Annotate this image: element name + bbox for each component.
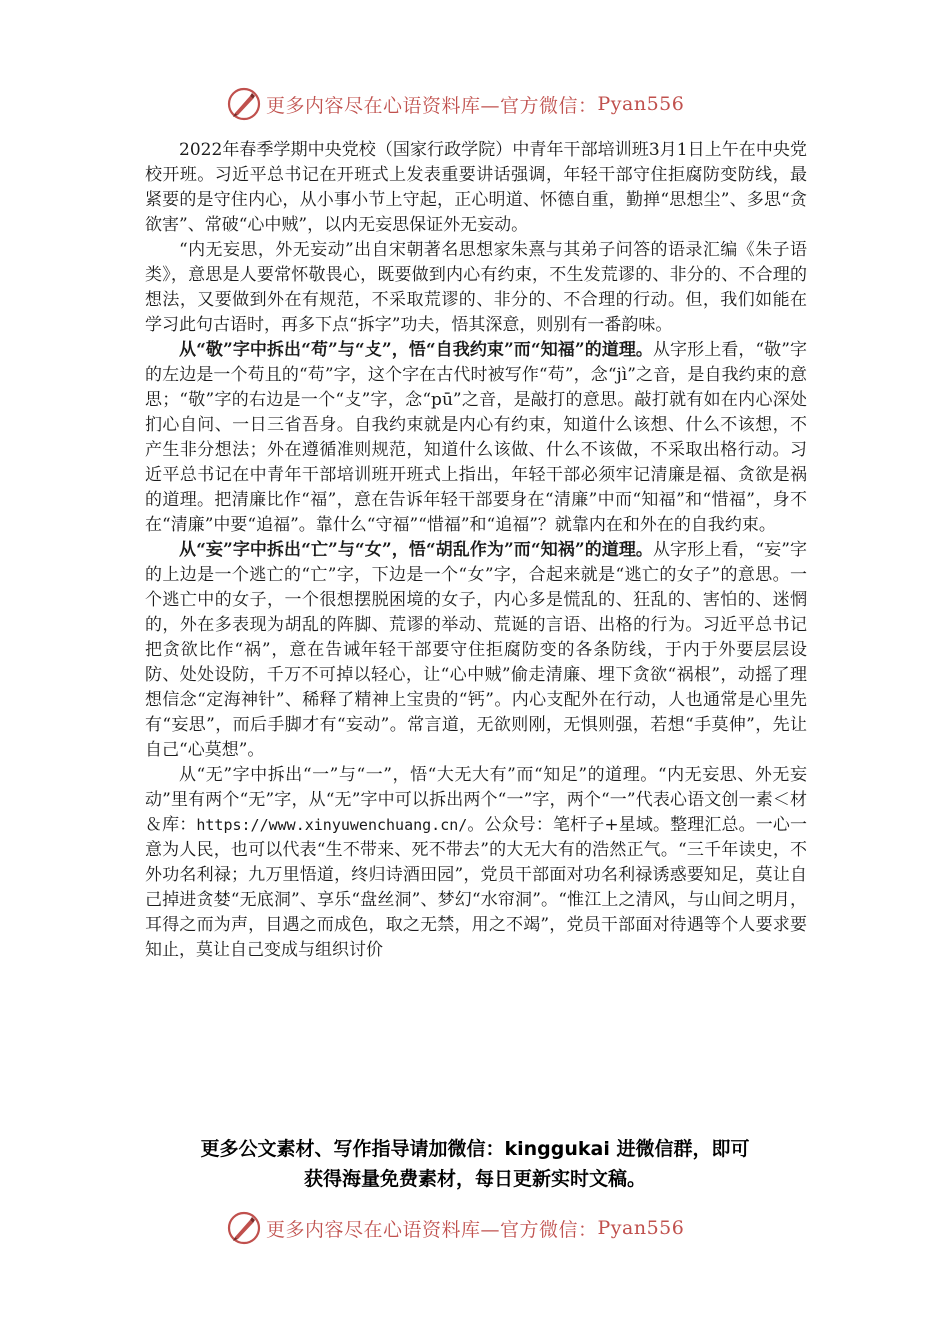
paragraph-text: “内无妄思，外无妄动”出自宋朝著名思想家朱熹与其弟子问答的语录汇编《朱子语类》，意思是人要常怀敬畏心，既要做到内心有约束，不生发荒谬的、非分的、不合理的想法，又要做到外在有规范，不采取荒谬的、非分的、不合理的行动。但，我们如能在学习此句古语时，再多下点“拆字”功夫，悟其深意，则别有一番韵味。 (145, 240, 807, 335)
paragraph-text: 从“无”字中拆出“一”与“一”，悟“大无大有”而“知足”的道理。“内无妄思、外无妄动”里有两个“无”字，从“无”字中可以拆出两个“一”字，两个“一”代表心语文创一素＜材＆库： (145, 765, 807, 835)
wechat-id: Pyan556 (597, 93, 685, 115)
pen-logo-icon (226, 86, 262, 122)
promo-line-1: 更多公文素材、写作指导请加微信：kinggukai 进微信群，即可 (200, 1138, 750, 1160)
paragraph-wu (145, 763, 807, 963)
paragraph-jing (145, 338, 807, 538)
website-url: https://www.xinyuwenchuang.cn/ (196, 816, 468, 834)
section-heading-wang: 从“妄”字中拆出“亡”与“女”，悟“胡乱作为”而“知祸”的道理。 (179, 540, 653, 560)
pen-logo-icon (226, 1210, 262, 1246)
wechat-id: Pyan556 (597, 1217, 685, 1239)
footer-banner (0, 1208, 950, 1248)
promo-block (100, 1134, 850, 1194)
paragraph-origin (145, 238, 807, 338)
banner-text: 更多内容尽在心语资料库—官方微信： (266, 94, 598, 117)
article-body (145, 138, 807, 963)
paragraph-text: 从字形上看，“敬”字的左边是一个苟且的“苟”字，这个字在古代时被写作“苟”，念“jì”之音，是自我约束的意思；“敬”字的右边是一个“攴”字，念“pū”之音，是敲打的意思。敲打就有如在内心深处扪心自问、一日三省吾身。自我约束就是内心有约束，知道什么该想、什么不该想，不产生非分想法；外在遵循准则规范，知道什么该做、什么不该做，不采取出格行动。习近平总书记在中青年干部培训班开班式上指出，年轻干部必须牢记清廉是福、贪欲是祸的道理。把清廉比作“福”，意在告诉年轻干部要身在“清廉”中而“知福”和“惜福”，身不在“清廉”中要“追福”。靠什么“守福”“惜福”和“追福”？就靠内在和外在的自我约束。 (145, 340, 807, 535)
banner-text: 更多内容尽在心语资料库—官方微信： (266, 1218, 598, 1241)
paragraph-intro (145, 138, 807, 238)
promo-line-2: 获得海量免费素材，每日更新实时文稿。 (303, 1168, 646, 1190)
paragraph-text: 从字形上看，“妄”字的上边是一个逃亡的“亡”字，下边是一个“女”字，合起来就是“逃亡的女子”的意思。一个逃亡中的女子，一个很想摆脱困境的女子，内心多是慌乱的、狂乱的、害怕的、迷惘的，外在多表现为胡乱的阵脚、荒谬的举动、荒诞的言语、出格的行为。习近平总书记把贪欲比作“祸”，意在告诫年轻干部要守住拒腐防变的各条防线，于内于外要层层设防、处处设防，千万不可掉以轻心，让“心中贼”偷走清廉、埋下贪欲“祸根”，动摇了理想信念“定海神针”、稀释了精神上宝贵的“钙”。内心支配外在行动，人也通常是心里先有“妄思”，而后手脚才有“妄动”。常言道，无欲则刚，无惧则强，若想“手莫伸”，先让自己“心莫想”。 (145, 540, 807, 760)
paragraph-text: 2022年春季学期中央党校（国家行政学院）中青年干部培训班3月1日上午在中央党校开班。习近平总书记在开班式上发表重要讲话强调，年轻干部守住拒腐防变防线，最紧要的是守住内心，从小事小节上守起，正心明道、怀德自重，勤掸“思想尘”、多思“贪欲害”、常破“心中贼”，以内无妄思保证外无妄动。 (145, 140, 807, 235)
header-banner (0, 84, 950, 124)
paragraph-text: 。公众号：笔杆子+星域。整理汇总。一心一意为人民，也可以代表“生不带来、死不带去”的大无大有的浩然正气。“三千年读史，不外功名利禄；九万里悟道，终归诗酒田园”，党员干部面对功名利禄诱惑要知足，莫让自己掉进贪婪“无底洞”、享乐“盘丝洞”、梦幻“水帘洞”。“惟江上之清风，与山间之明月，耳得之而为声，目遇之而成色，取之无禁，用之不竭”，党员干部面对待遇等个人要求要知止，莫让自己变成与组织讨价 (145, 815, 808, 960)
paragraph-wang (145, 538, 807, 763)
section-heading-jing: 从“敬”字中拆出“苟”与“攴”，悟“自我约束”而“知福”的道理。 (179, 340, 653, 360)
